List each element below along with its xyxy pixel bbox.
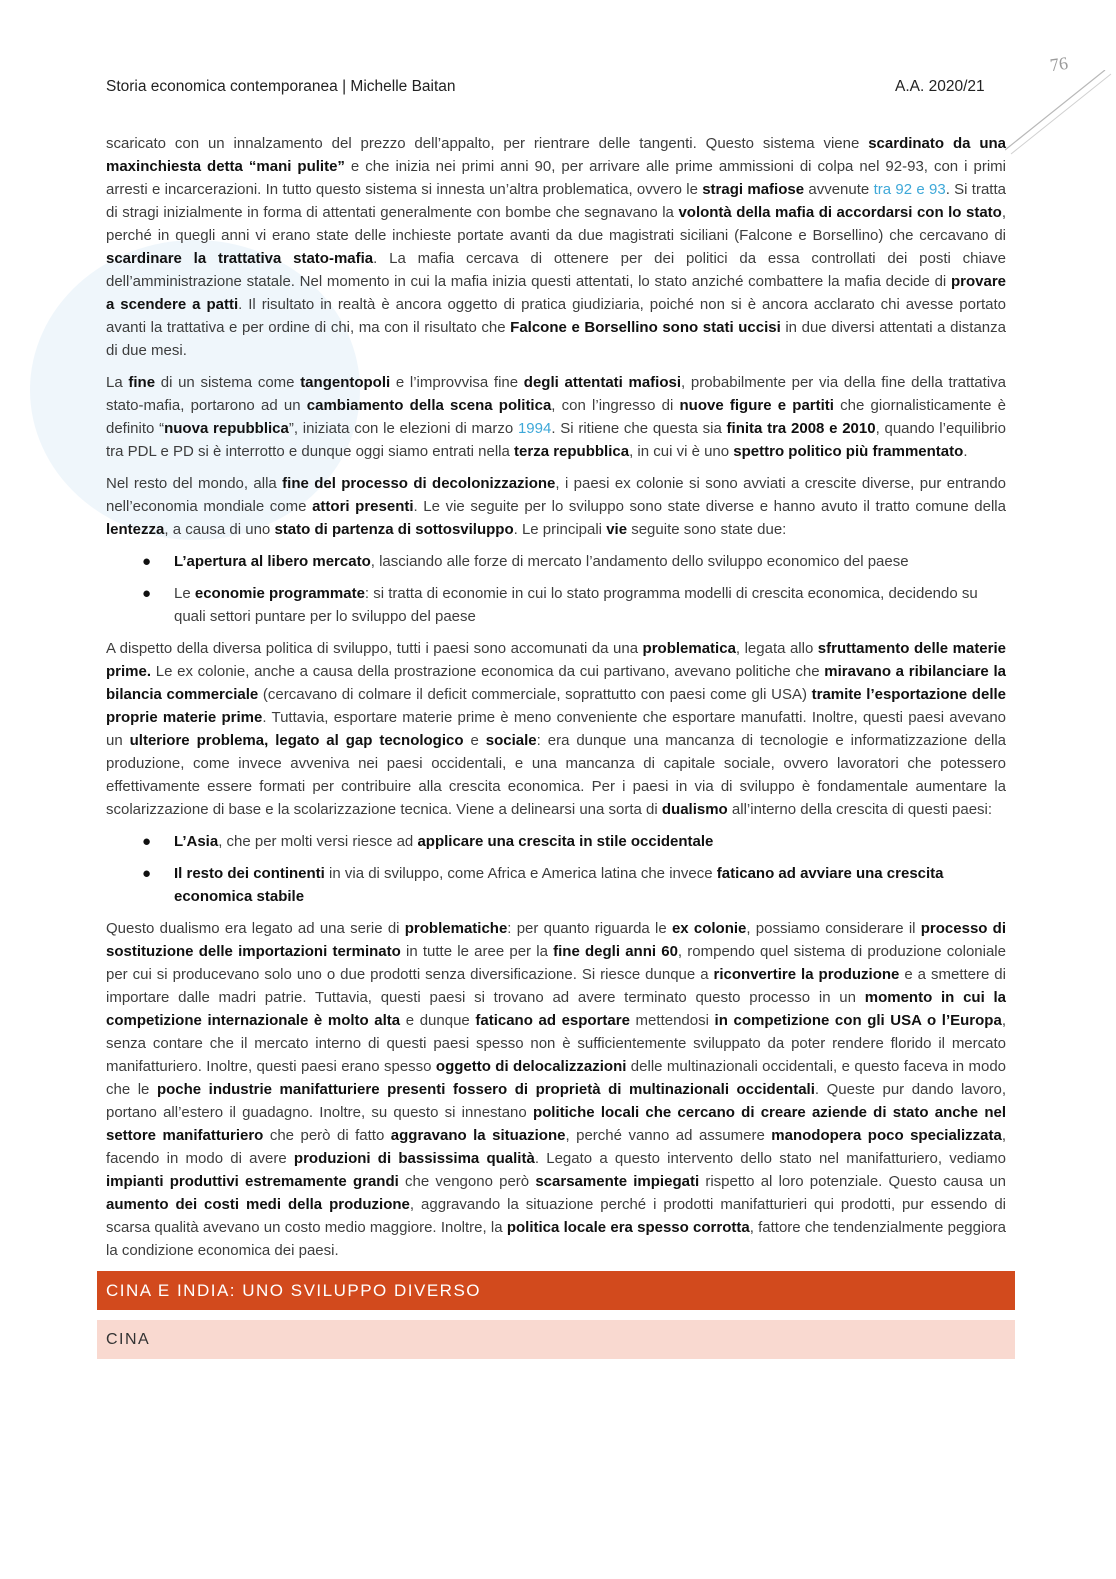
text-run: scaricato con un innalzamento del prezzo dell’appalto, per rientrare delle tangenti. Questo sistema viene bbox=[106, 135, 869, 152]
text-run: , perché in quegli anni vi erano state delle inchieste portate avanti da due magistrati siciliani (Falcone e Borsellino) che cercavano di bbox=[106, 204, 1006, 244]
text-run: . Legato a questo intervento dello stato nel manifatturiero, vediamo bbox=[534, 1150, 1006, 1167]
text-run: : era dunque una mancanza di tecnologie e informatizzazione della produzione, come invece avveniva nei paesi occidentali, e una mancanza di capitale sociale, ovvero lavoratori che potessero effettivamente essere formati per contribuire alla crescita economica. Per i paesi in via di sviluppo è fondamentale aumentare la scolarizzazione di base e la scolarizzazione tecnica. Viene a delinearsi una sorta di bbox=[106, 732, 1006, 818]
text-run: , quando l’equilibrio tra PDL e PD si è interrotto e dunque oggi siamo entrati nella bbox=[106, 420, 1006, 460]
bold-run: aumento dei costi medi della produzione bbox=[106, 1196, 410, 1213]
text-run: avvenute bbox=[804, 181, 874, 198]
text-run: che giornalisticamente è definito “ bbox=[106, 397, 1006, 437]
bold-run: nuove figure e partiti bbox=[679, 397, 834, 414]
document-body bbox=[106, 132, 1006, 1359]
bold-run: ulteriore problema, legato al gap tecnologico bbox=[129, 732, 464, 749]
text-run: delle multinazionali occidentali, e questo faceva in modo che le bbox=[106, 1058, 1006, 1098]
text-run: seguite sono state due: bbox=[627, 521, 787, 538]
bold-run: problematiche bbox=[404, 920, 508, 937]
text-run: . Le vie seguite per lo sviluppo sono state diverse e hanno avuto il tratto comune della bbox=[413, 498, 1006, 515]
bullet-icon: ● bbox=[142, 833, 152, 850]
text-run: , facendo in modo di avere bbox=[106, 1127, 1006, 1167]
bold-run: riconvertire la produzione bbox=[713, 966, 900, 983]
text-run: . bbox=[963, 443, 968, 460]
bold-run: poche industrie manifatturiere presenti fossero di proprietà di multinazionali occidentali bbox=[156, 1081, 815, 1098]
text-run: . Il risultato in realtà è ancora oggetto di pratica giudiziaria, poiché non si è ancora acclarato chi avesse portato avanti la trattativa e per ordine di chi, ma con il risultato che bbox=[106, 296, 1006, 336]
paragraph bbox=[106, 472, 1006, 541]
bold-run: lentezza bbox=[106, 521, 165, 538]
bold-run: scardinato da una maxinchiesta detta “mani pulite” bbox=[106, 135, 1006, 175]
bold-run: stragi mafiose bbox=[702, 181, 805, 198]
bold-run: applicare una crescita in stile occidentale bbox=[417, 833, 714, 850]
section-heading: CINA E INDIA: UNO SVILUPPO DIVERSO bbox=[97, 1271, 1015, 1310]
bold-run: tramite l’esportazione delle proprie materie prime bbox=[106, 686, 1006, 726]
text-run: , con l’ingresso di bbox=[551, 397, 680, 414]
text-run: . Si tratta di stragi inizialmente in forma di attentati generalmente con bombe che segnavano la bbox=[106, 181, 1006, 221]
paragraph bbox=[106, 637, 1006, 821]
text-run: . La mafia cercava di ottenere per dei politici da essa controllati dei posti chiave dell’amministrazione statale. Nel momento in cui la mafia inizia questi attentati, lo stato anziché combattere la mafia decide di bbox=[106, 250, 1006, 290]
text-run: Nel resto del mondo, alla bbox=[106, 475, 283, 492]
text-run: , rompendo quel sistema di produzione coloniale per cui si producevano solo uno o due prodotti senza diversificazione. Si riesce dunque a bbox=[106, 943, 1006, 983]
header-title: Storia economica contemporanea | Michelle Baitan bbox=[106, 78, 456, 95]
bold-run: volontà della mafia di accordarsi con lo stato bbox=[678, 204, 1002, 221]
bullet-list bbox=[106, 830, 1006, 908]
cross-reference-link[interactable]: tra 92 e 93 bbox=[873, 181, 946, 198]
text-run: , i paesi ex colonie si sono avviati a crescite diverse, pur entrando nell’economia mondiale come bbox=[106, 475, 1006, 515]
bold-run: ex colonie bbox=[671, 920, 747, 937]
text-run: in tutte le aree per la bbox=[400, 943, 554, 960]
bold-run: L’apertura al libero mercato bbox=[174, 553, 371, 570]
text-run: Le ex colonie, anche a causa della prostrazione economica da cui partivano, avevano politiche che bbox=[151, 663, 825, 680]
text-run: e dunque bbox=[400, 1012, 476, 1029]
bold-run: fine bbox=[128, 374, 156, 391]
bullet-icon: ● bbox=[142, 585, 152, 602]
bold-run: provare a scendere a patti bbox=[106, 273, 1006, 313]
bold-run: produzioni di bassissima qualità bbox=[293, 1150, 535, 1167]
text-run: . Tuttavia, esportare materie prime è meno conveniente che esportare manufatti. Inoltre, questi paesi avevano un bbox=[106, 709, 1006, 749]
bold-run: tangentopoli bbox=[300, 374, 391, 391]
text-run: : per quanto riguarda le bbox=[507, 920, 672, 937]
bold-run: problematica bbox=[642, 640, 736, 657]
bold-run: sociale bbox=[485, 732, 537, 749]
bold-run: attori presenti bbox=[312, 498, 414, 515]
bold-run: sfruttamento delle materie prime. bbox=[106, 640, 1006, 680]
paragraph bbox=[106, 917, 1006, 1262]
text-run: e che inizia nei primi anni 90, per arrivare alle prime ammissioni di colpa nel 92-93, con i primi arresti e incarcerazioni. In tutto questo sistema si innesta un’altra problematica, ovvero le bbox=[106, 158, 1006, 198]
bold-run: politica locale era spesso corrotta bbox=[506, 1219, 750, 1236]
bold-run: oggetto di delocalizzazioni bbox=[435, 1058, 627, 1075]
text-run: , lasciando alle forze di mercato l’andamento dello sviluppo economico del paese bbox=[370, 553, 909, 570]
text-run: : si tratta di economie in cui lo stato programma modelli di crescita economica, decidendo su quali settori puntare per lo sviluppo del paese bbox=[174, 585, 978, 625]
bullet-icon: ● bbox=[142, 553, 152, 570]
text-run: La bbox=[106, 374, 129, 391]
text-run: , senza contare che il mercato interno di questi paesi spesso non è sufficientemente sviluppato da poter rendere florido il mercato manifatturiero. Inoltre, questi paesi erano spesso bbox=[106, 1012, 1006, 1075]
text-run: ”, iniziata con le elezioni di marzo bbox=[288, 420, 518, 437]
text-run: , a causa di uno bbox=[164, 521, 275, 538]
list-item bbox=[106, 830, 1006, 853]
bold-run: economie programmate bbox=[194, 585, 365, 602]
bold-run: aggravano la situazione bbox=[390, 1127, 566, 1144]
text-run: che vengono però bbox=[398, 1173, 536, 1190]
text-run: , in cui vi è uno bbox=[629, 443, 734, 460]
bullet-icon: ● bbox=[142, 865, 152, 882]
text-run: di un sistema come bbox=[155, 374, 301, 391]
text-run: e l’improvvisa fine bbox=[390, 374, 524, 391]
text-run: all’interno della crescita di questi paesi: bbox=[727, 801, 993, 818]
paragraph bbox=[106, 132, 1006, 362]
bold-run: processo di sostituzione delle importazioni terminato bbox=[106, 920, 1007, 960]
text-run: , perché vanno ad assumere bbox=[565, 1127, 772, 1144]
text-run: Le bbox=[174, 585, 195, 602]
text-run: e bbox=[463, 732, 486, 749]
header-academic-year: A.A. 2020/21 bbox=[895, 78, 985, 95]
page-number: 76 bbox=[1048, 52, 1070, 76]
text-run: Questo dualismo era legato ad una serie di bbox=[106, 920, 405, 937]
bold-run: scarsamente impiegati bbox=[535, 1173, 700, 1190]
bold-run: L’Asia bbox=[174, 833, 219, 850]
bold-run: stato di partenza di sottosviluppo bbox=[274, 521, 514, 538]
bold-run: faticano ad esportare bbox=[475, 1012, 630, 1029]
paragraph bbox=[106, 371, 1006, 463]
bold-run: spettro politico più frammentato bbox=[733, 443, 964, 460]
bold-run: momento in cui la competizione internazionale è molto alta bbox=[106, 989, 1007, 1029]
text-run: e a smettere di importare dalle madri patrie. Tuttavia, questi paesi si trovano ad avere terminato questo processo in un bbox=[106, 966, 1006, 1006]
text-run: rispetto al loro potenziale. Questo causa un bbox=[699, 1173, 1006, 1190]
text-run: , probabilmente per via della fine della trattativa stato-mafia, portarono ad un bbox=[106, 374, 1006, 414]
bold-run: faticano ad avviare una crescita economica stabile bbox=[174, 865, 944, 905]
bold-run: miravano a ribilanciare la bilancia commerciale bbox=[106, 663, 1006, 703]
subsection-heading: CINA bbox=[97, 1320, 1015, 1359]
bold-run: vie bbox=[606, 521, 628, 538]
bold-run: cambiamento della scena politica bbox=[306, 397, 552, 414]
text-run: . Queste pur dando lavoro, portano all’estero il guadagno. Inoltre, su questo si innestano bbox=[106, 1081, 1006, 1121]
bold-run: fine degli anni 60 bbox=[553, 943, 678, 960]
text-run: A dispetto della diversa politica di sviluppo, tutti i paesi sono accomunati da una bbox=[106, 640, 643, 657]
bold-run: dualismo bbox=[661, 801, 728, 818]
bold-run: scardinare la trattativa stato-mafia bbox=[106, 250, 374, 267]
text-run: in due diversi attentati a distanza di due mesi. bbox=[106, 319, 1006, 359]
text-run: . Si ritiene che questa sia bbox=[551, 420, 727, 437]
bold-run: impianti produttivi estremamente grandi bbox=[106, 1173, 399, 1190]
text-run: , possiamo considerare il bbox=[746, 920, 921, 937]
text-run: (cercavano di colmare il deficit commerciale, soprattutto con paesi come gli USA) bbox=[258, 686, 812, 703]
bold-run: degli attentati mafiosi bbox=[523, 374, 682, 391]
bold-run: finita tra 2008 e 2010 bbox=[726, 420, 876, 437]
bullet-list bbox=[106, 550, 1006, 628]
text-run: in via di sviluppo, come Africa e America latina che invece bbox=[324, 865, 717, 882]
text-run: mettendosi bbox=[629, 1012, 715, 1029]
text-run: , aggravando la situazione perché i prodotti manifatturieri qui prodotti, pur essendo di scarsa qualità avevano un costo medio maggiore. Inoltre, la bbox=[106, 1196, 1006, 1236]
bold-run: manodopera poco specializzata bbox=[771, 1127, 1002, 1144]
list-item bbox=[106, 550, 1006, 573]
text-run: , che per molti versi riesce ad bbox=[218, 833, 418, 850]
bold-run: in competizione con gli USA o l’Europa bbox=[714, 1012, 1002, 1029]
text-run: . Le principali bbox=[513, 521, 607, 538]
text-run: , legata allo bbox=[735, 640, 818, 657]
bold-run: terza repubblica bbox=[514, 443, 630, 460]
text-run: che però di fatto bbox=[263, 1127, 391, 1144]
corner-decoration bbox=[1005, 70, 1115, 160]
cross-reference-link[interactable]: 1994 bbox=[517, 420, 552, 437]
list-item bbox=[106, 862, 1006, 908]
bold-run: Falcone e Borsellino sono stati uccisi bbox=[510, 319, 781, 336]
bold-run: politiche locali che cercano di creare aziende di stato anche nel settore manifatturiero bbox=[106, 1104, 1006, 1144]
text-run: , fattore che tendenzialmente peggiora la condizione economica dei paesi. bbox=[106, 1219, 1006, 1259]
bold-run: Il resto dei continenti bbox=[174, 865, 325, 882]
bold-run: fine del processo di decolonizzazione bbox=[282, 475, 556, 492]
list-item bbox=[106, 582, 1006, 628]
bold-run: nuova repubblica bbox=[164, 420, 289, 437]
